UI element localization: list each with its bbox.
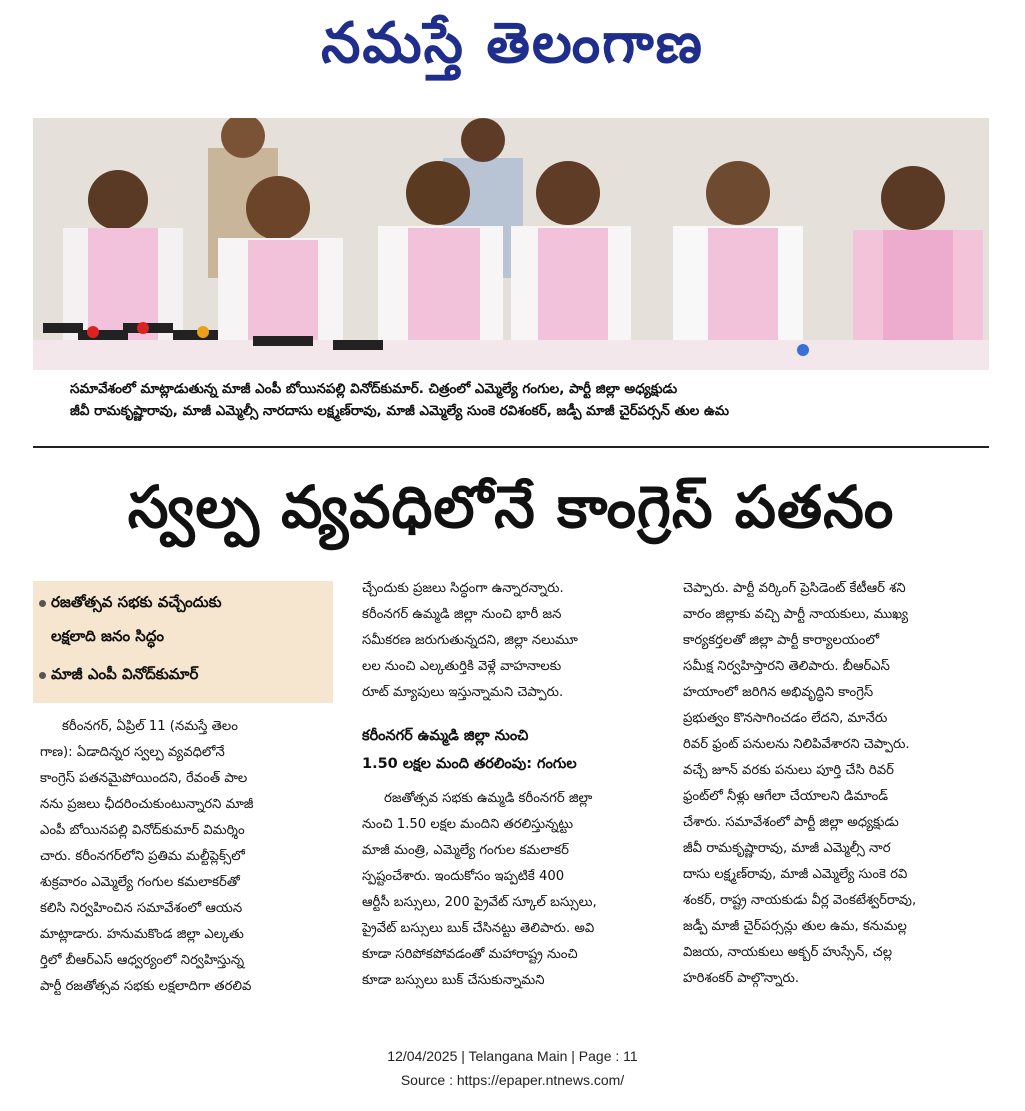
article-line: వారం జిల్లాకు వచ్చి పార్టీ నాయకులు, ముఖ్య (683, 607, 909, 622)
article-line: సమీకరణ జరుగుతున్నదని, జిల్లా నలుమూ (362, 633, 578, 648)
article-line: కలిసి నిర్వహించిన సమావేశంలో ఆయన (40, 901, 243, 916)
article-column-3 (683, 576, 975, 992)
article-line: ఎంపీ బోయినపల్లి వినోద్‌కుమార్ విమర్శిం (40, 823, 245, 838)
article-line: గాణ): ఏడాదిన్నర స్వల్ప వ్యవధిలోనే (40, 745, 225, 760)
article-line: శుక్రవారం ఎమ్మెల్యే గంగుల కమలాకర్‌తో (40, 875, 240, 890)
bullet-icon (39, 672, 46, 679)
photo-caption (70, 378, 970, 422)
highlight-text: మాజీ ఎంపీ వినోద్‌కుమార్ (51, 665, 199, 683)
article-line: జీవీ రామకృష్ణారావు, మాజీ ఎమ్మెల్సీ నార (683, 841, 891, 856)
highlight-item (51, 665, 198, 687)
masthead-logo: నమస్తే తెలంగాణ (321, 11, 704, 76)
caption-line: సమావేశంలో మాట్లాడుతున్న మాజీ ఎంపీ బోయినపల్లి వినోద్‌కుమార్. చిత్రంలో ఎమ్మెల్యే గంగుల, పార్టీ జిల్లా అధ్యక్షుడు (70, 381, 678, 397)
article-line: జడ్పీ మాజీ చైర్‌పర్సన్లు తుల ఉమ, కనుమల్ల (683, 919, 907, 934)
article-line: రజతోత్సవ సభకు ఉమ్మడి కరీంనగర్ జిల్లా (384, 791, 593, 806)
article-line: ఫ్రంట్‌లో నీళ్లు ఆగేలా చేయాలని డిమాండ్ (683, 789, 889, 804)
article-line: ప్రైవేట్ బస్సులు బుక్ చేసినట్టు తెలిపారు. అవి (362, 921, 595, 936)
caption-line: జీవీ రామకృష్ణారావు, మాజీ ఎమ్మెల్సీ నారదాసు లక్ష్మణ్‌రావు, మాజీ ఎమ్మెల్యే సుంకె రవిశంకర్, జడ్పీ మాజీ చైర్‌పర్సన్ తుల ఉమ (70, 403, 730, 419)
article-line: రూట్ మ్యాపులు ఇస్తున్నామని చెప్పారు. (362, 685, 564, 700)
article-line: వచ్చే జూన్ వరకు పనులు పూర్తి చేసి రివర్ (683, 763, 894, 778)
article-line: చేశారు. సమావేశంలో పార్టీ జిల్లా అధ్యక్షుడు (683, 815, 899, 830)
article-line: నను ప్రజలు ఛీదరించుకుంటున్నారని మాజీ (40, 797, 254, 812)
article-line: స్పష్టంచేశారు. ఇందుకోసం ఇప్పటికే 400 (362, 869, 565, 884)
article-line: చెప్పారు. పార్టీ వర్కింగ్ ప్రెసిడెంట్ కేటీఆర్ శని (683, 581, 906, 596)
subheading: 1.50 లక్షల మంది తరలింపు: గంగుల (362, 756, 577, 772)
highlight-box (33, 581, 333, 703)
article-line: విజయ, నాయకులు అక్బర్ హుస్సేన్, చల్ల (683, 945, 893, 960)
article-line: కరీంనగర్ ఉమ్మడి జిల్లా నుంచి భారీ జన (362, 607, 562, 622)
article-line: పార్టీ రజతోత్సవ సభకు లక్షలాదిగా తరలివ (40, 979, 252, 994)
article-line: కార్యకర్తలతో జిల్లా పార్టీ కార్యాలయంలో (683, 633, 880, 648)
article-line: కరీంనగర్, ఏప్రిల్ 11 (నమస్తే తెలం (62, 719, 238, 734)
article-line: రివర్ ఫ్రంట్ పనులను నిలిపివేశారని చెప్పారు. (683, 737, 910, 752)
article-line: కూడా సరిపోకపోవడంతో మహారాష్ట్ర నుంచి (362, 947, 578, 962)
article-line: దాసు లక్ష్మణ్‌రావు, మాజీ ఎమ్మెల్యే సుంకె రవి (683, 867, 908, 882)
article-column-2 (362, 576, 665, 994)
article-line: కాంగ్రెస్ పతనమైపోయిందని, రేవంత్ పాల (40, 771, 248, 786)
article-line: ర్తిలో బీఆర్‌ఎస్ ఆధ్వర్యంలో నిర్వహిస్తున్న (40, 953, 245, 968)
article-column-1 (40, 714, 330, 1000)
article-line: శంకర్, రాష్ట్ర నాయకుడు వీర్ల వెంకటేశ్వర్‌రావు, (683, 893, 917, 908)
highlight-item (51, 593, 222, 615)
article-line: ప్రభుత్వం కొనసాగించడం లేదని, మానేరు (683, 711, 888, 726)
article-line: హరిశంకర్ పాల్గొన్నారు. (683, 971, 800, 986)
article-line: ఆర్టీసీ బస్సులు, 200 ప్రైవేట్ స్కూల్ బస్సులు, (362, 895, 597, 910)
article-line: లల నుంచి ఎల్కతుర్తికి వెళ్లే వాహనాలకు (362, 659, 562, 674)
bullet-icon (39, 600, 46, 607)
highlight-item-continuation: లక్షలాది జనం సిద్ధం (51, 627, 165, 645)
divider (33, 446, 989, 448)
article-line: చారు. కరీంనగర్‌లోని ప్రతిమ మల్టీప్లెక్స్‌లో (40, 849, 245, 864)
article-line: నుంచి 1.50 లక్షల మందిని తరలిస్తున్నట్టు (362, 817, 574, 832)
article-line: హయాంలో జరిగిన అభివృద్ధిని కాంగ్రెస్ (683, 685, 874, 700)
subheading: కరీంనగర్ ఉమ్మడి జిల్లా నుంచి (362, 728, 529, 744)
article-line: కూడా బస్సులు బుక్ చేసుకున్నామని (362, 973, 545, 988)
news-photo (33, 118, 989, 370)
highlight-text: రజతోత్సవ సభకు వచ్చేందుకు (51, 593, 222, 611)
footer-date-line: 12/04/2025 | Telangana Main | Page : 11 (387, 1048, 638, 1064)
footer-source-link[interactable]: Source : https://epaper.ntnews.com/ (400, 1072, 625, 1088)
article-line: చ్చేందుకు ప్రజలు సిద్ధంగా ఉన్నారన్నారు. (362, 581, 564, 596)
article-line: సమీక్ష నిర్వహిస్తారని తెలిపారు. బీఆర్‌ఎస్ (683, 659, 890, 674)
article-line: మాట్లాడారు. హనుమకొండ జిల్లా ఎల్కతు (40, 927, 244, 942)
headline: స్వల్ప వ్యవధిలోనే కాంగ్రెస్ పతనం (127, 473, 895, 541)
article-line: మాజీ మంత్రి, ఎమ్మెల్యే గంగుల కమలాకర్ (362, 843, 569, 858)
